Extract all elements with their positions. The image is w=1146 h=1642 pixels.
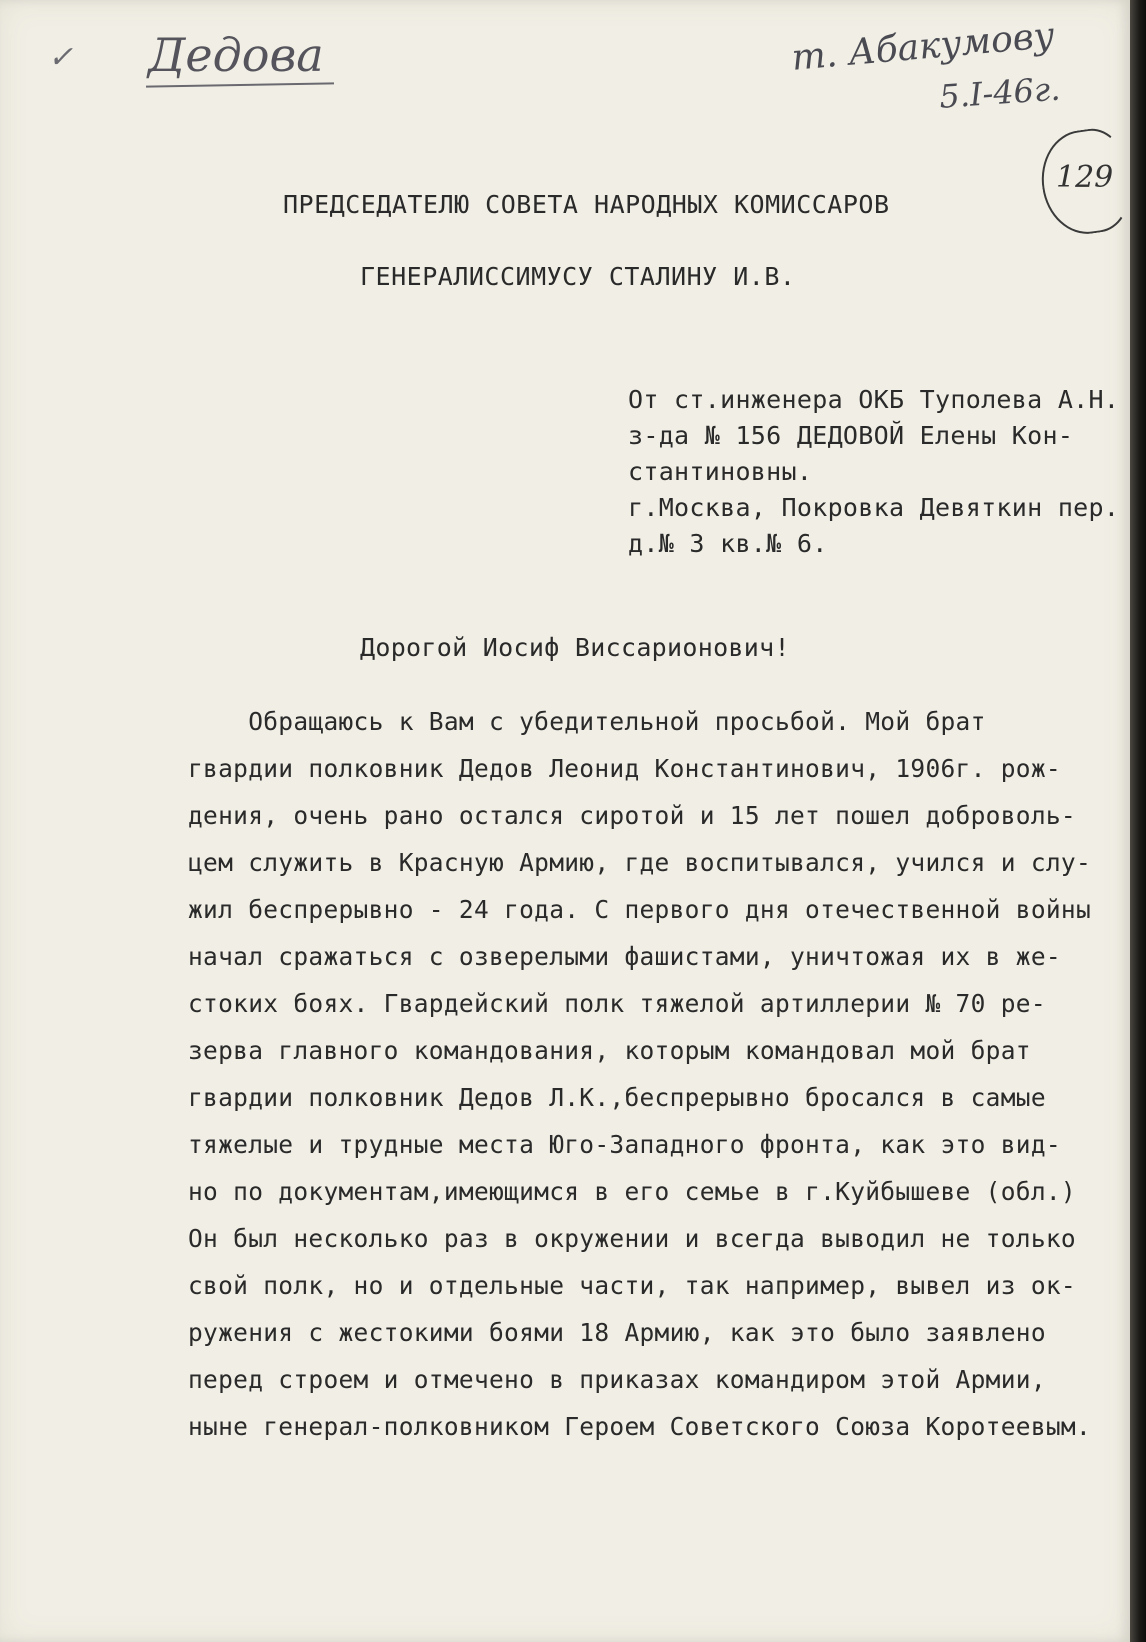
body-line: стоких боях. Гвардейский полк тяжелой артиллерии № 70 ре- <box>188 989 1046 1018</box>
body-line: свой полк, но и отдельные части, так например, вывел из ок- <box>188 1271 1076 1300</box>
body-line: Он был несколько раз в окружении и всегда выводил не только <box>188 1224 1076 1253</box>
addressee-line-2: ГЕНЕРАЛИССИМУСУ СТАЛИНУ И.В. <box>360 262 796 291</box>
body-line: зерва главного командования, которым командовал мой брат <box>188 1036 1031 1065</box>
handwritten-resolution: т. Абакумову <box>790 15 1057 79</box>
sender-line: От ст.инженера ОКБ Туполева А.Н. <box>628 385 1120 414</box>
body-line: гвардии полковник Дедов Л.К.,беспрерывно бросался в самые <box>188 1083 1046 1112</box>
folio-number: 129 <box>1056 160 1114 195</box>
sender-line: г.Москва, Покровка Девяткин пер. <box>628 493 1120 522</box>
body-line: ныне генерал-полковником Героем Советского Союза Коротеевым. <box>188 1412 1092 1441</box>
handwritten-date: 5.I-46г. <box>938 69 1062 116</box>
body-line: ружения с жестокими боями 18 Армию, как это было заявлено <box>188 1318 1046 1347</box>
body-line: Обращаюсь к Вам с убедительной просьбой. Мой брат <box>188 707 986 736</box>
handwritten-surname: Дедова <box>148 28 324 82</box>
body-line: жил беспрерывно - 24 года. С первого дня отечественной войны <box>188 895 1092 924</box>
body-line: перед строем и отмечено в приказах командиром этой Армии, <box>188 1365 1046 1394</box>
salutation: Дорогой Иосиф Виссарионович! <box>360 633 790 662</box>
body-line: гвардии полковник Дедов Леонид Константинович, 1906г. рож- <box>188 754 1061 783</box>
sender-line: з-да № 156 ДЕДОВОЙ Елены Кон- <box>628 421 1074 450</box>
handwritten-underline <box>146 82 334 87</box>
sender-line: стантиновны. <box>628 457 813 486</box>
handwritten-tick-mark: ✓ <box>48 40 74 75</box>
sender-line: д.№ 3 кв.№ 6. <box>628 529 828 558</box>
body-line: но по документам,имеющимся в его семье в г.Куйбышеве (обл.) <box>188 1177 1076 1206</box>
body-line: тяжелые и трудные места Юго-Западного фронта, как это вид- <box>188 1130 1061 1159</box>
addressee-line-1: ПРЕДСЕДАТЕЛЮ СОВЕТА НАРОДНЫХ КОМИССАРОВ <box>283 190 890 219</box>
body-line: начал сражаться с озверелыми фашистами, уничтожая их в же- <box>188 942 1061 971</box>
scan-edge <box>1130 0 1146 1642</box>
body-line: цем служить в Красную Армию, где воспитывался, учился и слу- <box>188 848 1092 877</box>
body-line: дения, очень рано остался сиротой и 15 лет пошел доброволь- <box>188 801 1076 830</box>
